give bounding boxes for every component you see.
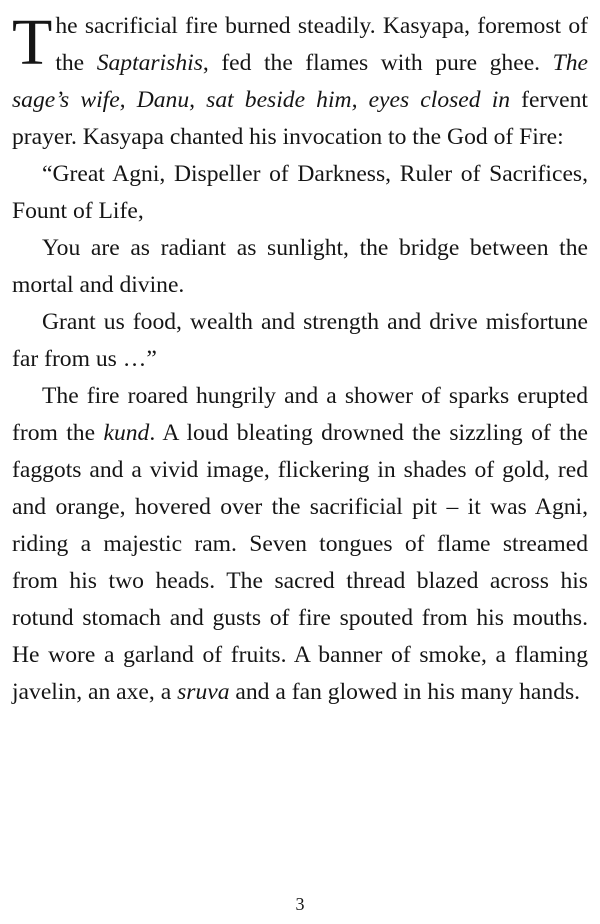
text-run: fervent prayer. Kasyapa chanted his invocation to the God of Fire: [12, 87, 588, 150]
text-run: Grant us food, wealth and strength and drive misfortune far from us …” [12, 309, 588, 372]
drop-cap: T [12, 6, 53, 79]
text-run: and a fan glowed in his many hands. [229, 679, 581, 705]
paragraph-invocation-1 [12, 156, 588, 230]
page-number: 3 [295, 894, 305, 914]
italic-term: sruva [177, 679, 230, 705]
text-run: . A loud bleating drowned the sizzling of the faggots and a vivid image, flickering in shades of gold, red and orange, hovered over the sacrificial pit – it was Agni, riding a majestic ram. Seven tongues of flame streamed from his two heads. The sacred thread blazed across his rotund stomach and gusts of fire spouted from his mouths. He wore a garland of fruits. A banner of smoke, a flaming javelin, an axe, a [12, 420, 588, 705]
book-page [12, 8, 588, 711]
paragraph-agni-appears [12, 378, 588, 711]
text-run: he sacrificial fire burned steadily. Kasyapa, foremost of the [55, 13, 588, 76]
italic-term: Saptarishis [96, 50, 203, 76]
text-run: The fire roared hungrily and a shower of sparks erupted from the [12, 383, 588, 446]
italic-term: kund [103, 420, 150, 446]
text-run: , fed the flames with pure ghee. [202, 50, 553, 76]
text-run: You are as radiant as sunlight, the bridge between the mortal and divine. [12, 235, 588, 298]
paragraph-opening [12, 8, 588, 156]
text-run: “Great Agni, Dispeller of Darkness, Ruler of Sacrifices, Fount of Life, [12, 161, 588, 224]
paragraph-invocation-3 [12, 304, 588, 378]
paragraph-invocation-2 [12, 230, 588, 304]
italic-sentence: The sage’s wife, Danu, sat beside him, eyes closed in [12, 50, 588, 113]
